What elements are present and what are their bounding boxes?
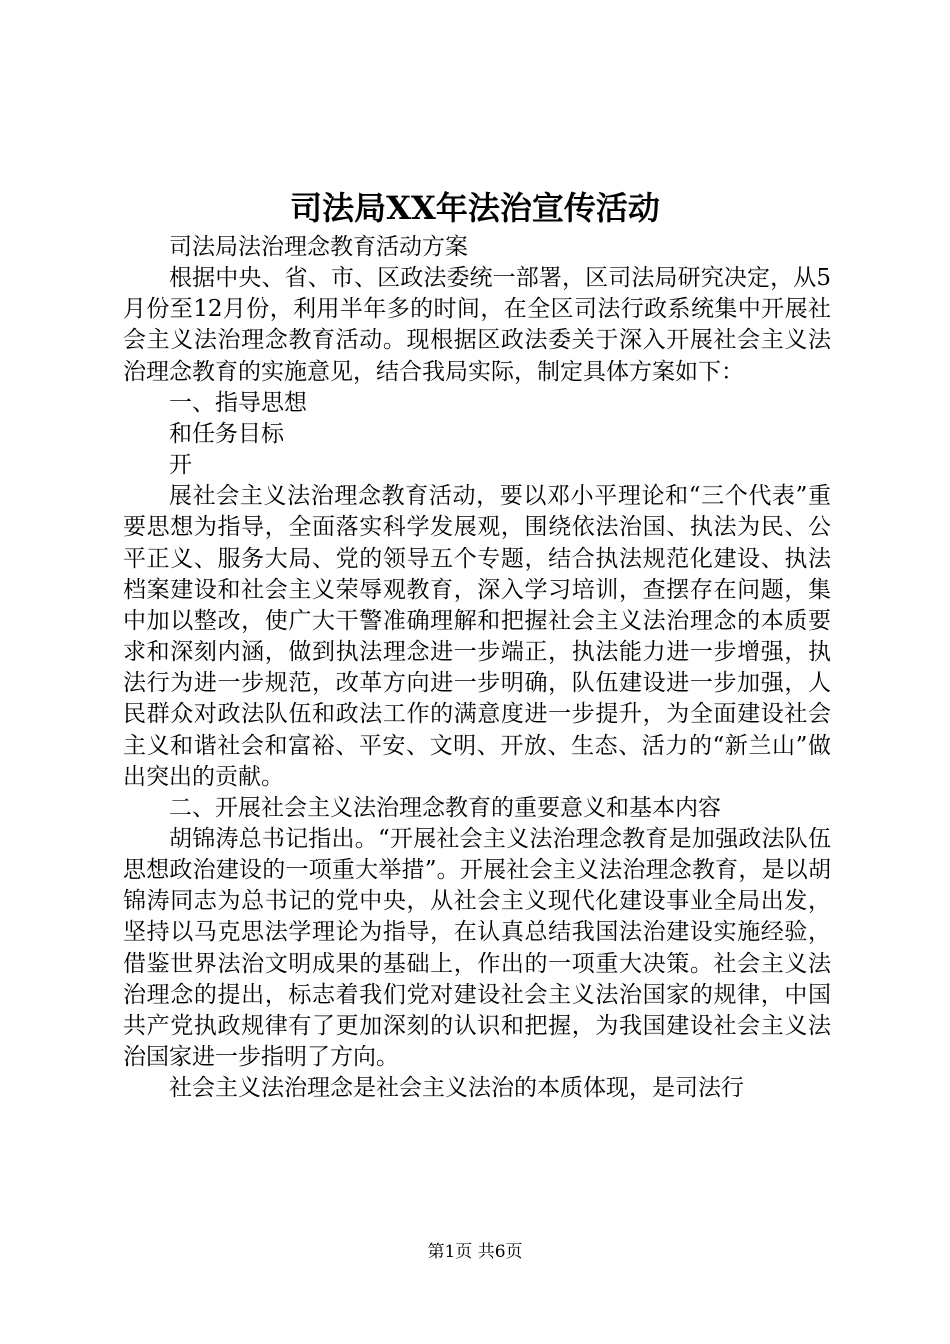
document-title: 司法局XX年法治宣传活动 [290,189,660,227]
page-footer: 第1页 共6页 [427,1242,523,1262]
paragraph: 根据中央、省、市、区政法委统一部署，区司法局研究决定，从5月份至12月份，利用半年多的时间，在全区司法行政系统集中开展社会主义法治理念教育活动。现根据区政法委关于深入开展社会主义法治理念教育的实施意见，结合我局实际，制定具体方案如下： [123,265,831,385]
paragraph: 司法局法治理念教育活动方案 [169,234,468,260]
paragraph: 胡锦涛总书记指出。“开展社会主义法治理念教育是加强政法队伍思想政治建设的一项重大举措”。开展社会主义法治理念教育，是以胡锦涛同志为总书记的党中央，从社会主义现代化建设事业全局出发，坚持以马克思法学理论为指导，在认真总结我国法治建设实施经验，借鉴世界法治文明成果的基础上，作出的一项重大决策。社会主义法治理念的提出，标志着我们党对建设社会主义法治国家的规律，中国共产党执政规律有了更加深刻的认识和把握，为我国建设社会主义法治国家进一步指明了方向。 [123,825,831,1071]
document-body [123,232,831,1104]
paragraph: 展社会主义法治理念教育活动，要以邓小平理论和“三个代表”重要思想为指导，全面落实科学发展观，围绕依法治国、执法为民、公平正义、服务大局、党的领导五个专题，结合执法规范化建设、执法档案建设和社会主义荣辱观教育，深入学习培训，查摆存在问题，集中加以整改，使广大干警准确理解和把握社会主义法治理念的本质要求和深刻内涵，做到执法理念进一步端正，执法能力进一步增强，执法行为进一步规范，改革方向进一步明确，队伍建设进一步加强，人民群众对政法队伍和政法工作的满意度进一步提升，为全面建设社会主义和谐社会和富裕、平安、文明、开放、生态、活力的“新兰山”做出突出的贡献。 [123,483,831,790]
paragraph: 社会主义法治理念是社会主义法治的本质体现，是司法行 [169,1075,744,1102]
paragraph: 和任务目标 [169,420,284,447]
section-heading: 一、指导思想 [169,389,307,416]
paragraph: 开 [169,452,192,479]
section-heading: 二、开展社会主义法治理念教育的重要意义和基本内容 [169,794,721,821]
